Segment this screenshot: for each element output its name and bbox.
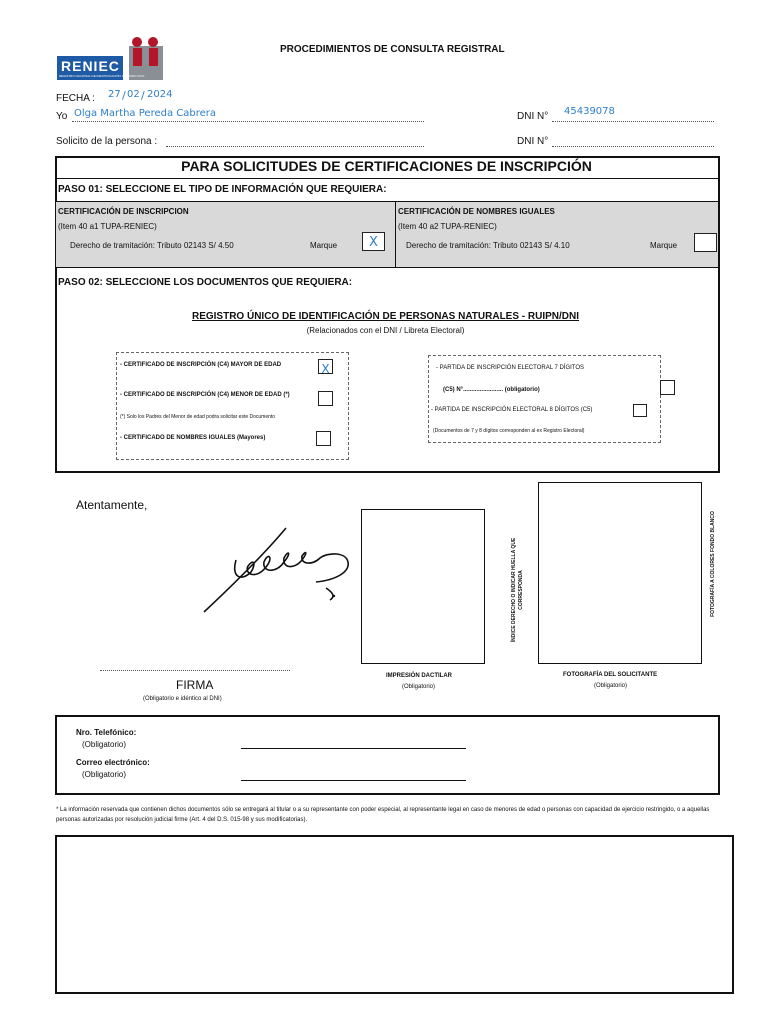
rule — [55, 178, 718, 179]
firma-line — [100, 669, 290, 671]
cert-inscripcion-fee: Derecho de tramitación: Tributo 02143 S/ 4.50 — [70, 241, 234, 250]
firma-label: FIRMA — [176, 678, 214, 692]
doc-partida-note: (Documentos de 7 y 8 dígitos corresponden al ex Registro Electoral) — [433, 428, 585, 434]
doc-partida-7-number: (C5) N°........................ (obligatorio) — [443, 387, 540, 393]
marque-label: Marque — [310, 241, 338, 250]
cert-inscripcion-checkbox[interactable] — [362, 232, 385, 251]
correo-note: (Obligatorio) — [82, 770, 127, 779]
logo-text: RENIEC — [61, 58, 120, 74]
date-slash: / — [122, 89, 126, 102]
huella-label: IMPRESIÓN DACTILAR — [386, 673, 452, 679]
contacto-box — [55, 715, 720, 795]
fecha-label: FECHA : — [56, 93, 95, 104]
yo-name[interactable]: Olga Martha Pereda Cabrera — [74, 108, 217, 119]
correo-input[interactable] — [241, 780, 466, 781]
yo-label: Yo — [56, 111, 68, 122]
dni-value[interactable]: 45439078 — [564, 106, 615, 117]
doc-nombres-iguales: - CERTIFICADO DE NOMBRES IGUALES (Mayores) — [120, 435, 266, 441]
cert-nombres-item: (Item 40 a2 TUPA-RENIEC) — [398, 222, 497, 231]
footnote: * La información reservada que contienen dichos documentos sólo se entregará al titular o a su representante con poder especial, al representante legal en caso de menores de edad o personas con capacidad de ejercicio restringido, o a aquellas personas autorizadas por resolución judicial firme (Art. 4 del D.S. 015-98 y sus modificatorias). — [56, 807, 710, 823]
ruipn-title: REGISTRO ÚNICO DE IDENTIFICACIÓN DE PERSONAS NATURALES - RUIPN/DNI — [191, 311, 580, 322]
huella-box — [361, 509, 485, 664]
closing-text: Atentamente, — [76, 498, 148, 512]
date-slash: / — [141, 89, 145, 102]
cert-nombres-title: CERTIFICACIÓN DE NOMBRES IGUALES — [398, 207, 555, 216]
solicito-label: Solicito de la persona : — [56, 136, 158, 147]
huella-note: (Obligatorio) — [402, 684, 436, 690]
dni-line — [552, 120, 714, 122]
reniec-logo — [57, 36, 165, 82]
doc-nombres-iguales-checkbox[interactable] — [316, 431, 331, 446]
doc-c4-menor-note: (*) Solo los Padres del Menor de edad podra solicitar este Documento — [120, 414, 276, 420]
foto-side-text: FOTOGRAFÍA A COLORES FONDO BLANCO — [710, 511, 716, 617]
fecha-year[interactable]: 2024 — [147, 89, 173, 100]
fecha-day[interactable]: 27 — [108, 89, 121, 100]
doc-c4-menor: - CERTIFICADO DE INSCRIPCIÓN (C4) MENOR DE EDAD (*) — [120, 392, 290, 398]
observaciones-box — [55, 835, 734, 994]
dni-label: DNI N° — [517, 111, 549, 122]
yo-line — [72, 120, 424, 122]
foto-label: FOTOGRAFÍA DEL SOLICITANTE — [563, 672, 658, 678]
cert-inscripcion-item: (Item 40 a1 TUPA-RENIEC) — [58, 222, 157, 231]
solicito-line — [166, 145, 424, 147]
telefono-note: (Obligatorio) — [82, 740, 127, 749]
page-title: PROCEDIMIENTOS DE CONSULTA REGISTRAL — [280, 44, 505, 55]
huella-side-text: ÍNDICE DERECHO O INDICAR HUELLA QUE CORRESPONDA — [511, 537, 524, 643]
foto-note: (Obligatorio) — [594, 683, 628, 689]
main-title: PARA SOLICITUDES DE CERTIFICACIONES DE INSCRIPCIÓN — [181, 158, 592, 174]
doc-c4-menor-checkbox[interactable] — [318, 391, 333, 406]
doc-partida-7-checkbox[interactable] — [660, 380, 675, 395]
cert-nombres-fee: Derecho de tramitación: Tributo 02143 S/ 4.10 — [406, 241, 570, 250]
paso2-title: PASO 02: SELECCIONE LOS DOCUMENTOS QUE REQUIERA: — [58, 277, 353, 288]
paso1-divider — [395, 201, 396, 267]
doc-c4-mayor-checkbox[interactable] — [318, 359, 333, 374]
telefono-label: Nro. Telefónico: — [76, 728, 137, 737]
foto-box — [538, 482, 702, 664]
check-mark: X — [321, 362, 330, 376]
solicito-dni-line — [552, 145, 714, 147]
cert-nombres-checkbox[interactable] — [694, 233, 717, 252]
paso1-title: PASO 01: SELECCIONE EL TIPO DE INFORMACIÓN QUE REQUIERA: — [58, 184, 387, 195]
doc-partida-7: - PARTIDA DE INSCRIPCIÓN ELECTORAL 7 DÍGITOS — [436, 365, 585, 371]
solicito-dni-label: DNI N° — [517, 136, 549, 147]
ruipn-subtitle: (Relacionados con el DNI / Libreta Electoral) — [306, 326, 465, 335]
signature-image — [196, 522, 356, 617]
cert-inscripcion-title: CERTIFICACIÓN DE INSCRIPCION — [58, 207, 189, 216]
marque-label: Marque — [650, 241, 678, 250]
doc-c4-mayor: - CERTIFICADO DE INSCRIPCIÓN (C4) MAYOR DE EDAD — [120, 362, 282, 368]
fecha-month[interactable]: 02 — [127, 89, 140, 100]
telefono-input[interactable] — [241, 748, 466, 749]
doc-partida-8-checkbox[interactable] — [633, 404, 647, 417]
logo-subtext: REGISTRO NACIONAL DE IDENTIFICACIÓN Y ESTADO CIVIL — [59, 74, 145, 78]
check-mark: X — [369, 235, 378, 250]
doc-partida-8: - PARTIDA DE INSCRIPCIÓN ELECTORAL 8 DÍGITOS (C5) — [431, 407, 593, 413]
firma-note: (Obligatorio e idéntico al DNI) — [143, 696, 222, 702]
correo-label: Correo electrónico: — [76, 758, 150, 767]
